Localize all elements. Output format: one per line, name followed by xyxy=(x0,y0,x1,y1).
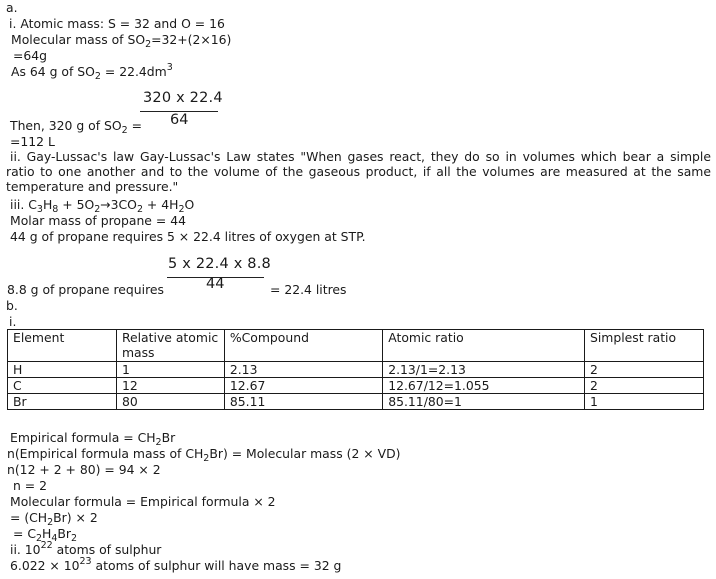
part-b-label: b. xyxy=(6,298,18,313)
part-b-i-label: i. xyxy=(9,314,17,329)
n-result: n = 2 xyxy=(13,478,47,493)
propane-result: = 22.4 litres xyxy=(270,282,347,297)
header-element: Element xyxy=(8,330,117,362)
molecular-formula-expansion: = $(CH_2Br) \times 2$ xyxy=(10,510,98,528)
fraction-2-denominator: 44 xyxy=(206,276,225,292)
header-relative-atomic-mass: Relative atomic mass xyxy=(116,330,224,362)
final-formula: = $C_2H_4Br_2$ xyxy=(13,526,78,544)
cell-atomic-mass: 80 xyxy=(116,394,224,410)
cell-atomic-ratio: 12.67/12=1.055 xyxy=(383,378,585,394)
result-112l: =112 L xyxy=(10,134,55,149)
n-calculation-line: n(12 + 2 + 80) = 94 × 2 xyxy=(7,462,161,477)
oxygen-requirement-line: 44 g of propane requires 5 × 22.4 litres of oxygen at STP. xyxy=(10,229,366,244)
cell-element: H xyxy=(8,362,117,378)
molecular-formula-line: Molecular formula = Empirical formula × 2 xyxy=(10,494,276,509)
molar-mass-propane: Molar mass of propane = 44 xyxy=(10,213,186,228)
cell-simplest-ratio: 2 xyxy=(584,362,703,378)
avogadro-line: $6.022 \times 10^{23}$ atoms of sulphur will have mass = 32 g xyxy=(10,556,342,573)
fraction-1-numerator: 320 x 22.4 xyxy=(143,90,223,106)
element-ratio-table xyxy=(7,329,704,410)
then-line: Then, 320 g of $SO_2$ = xyxy=(10,118,143,136)
cell-atomic-ratio: 2.13/1=2.13 xyxy=(383,362,585,378)
result-64g: =64g xyxy=(13,48,48,63)
n-equation-line: n(Empirical formula mass of $CH_2Br$) = Molecular mass (2 × VD) xyxy=(7,446,401,464)
molecular-mass-line: Molecular mass of $SO_2=32+(2\times 16)$ xyxy=(11,32,232,50)
gay-lussac-paragraph: ii. Gay-Lussac's law Gay-Lussac's Law states "When gases react, they do so in volumes which bear a simple ratio to one another and to the volume of the gaseous product, if all the volumes are measured at the same temperature and pressure." xyxy=(6,149,711,194)
cell-simplest-ratio: 1 xyxy=(584,394,703,410)
cell-element: C xyxy=(8,378,117,394)
cell-percent: 12.67 xyxy=(224,378,382,394)
fraction-1-denominator: 64 xyxy=(170,112,189,128)
header-atomic-ratio: Atomic ratio xyxy=(383,330,585,362)
atomic-mass-line: i. Atomic mass: S = 32 and O = 16 xyxy=(9,16,225,31)
table-row xyxy=(8,394,704,410)
header-percent-compound: %Compound xyxy=(224,330,382,362)
table-row xyxy=(8,362,704,378)
cell-percent: 2.13 xyxy=(224,362,382,378)
cell-simplest-ratio: 2 xyxy=(584,378,703,394)
empirical-formula-line: Empirical formula = $CH_2Br$ xyxy=(10,430,176,448)
cell-atomic-mass: 1 xyxy=(116,362,224,378)
propane-requirement-line: 8.8 g of propane requires xyxy=(7,282,164,297)
cell-atomic-ratio: 85.11/80=1 xyxy=(383,394,585,410)
sulphur-atoms-line: ii. $10^{22}$ atoms of sulphur xyxy=(10,540,162,557)
cell-element: Br xyxy=(8,394,117,410)
combustion-equation: iii. $C_3H_8 + 5O_2\to 3CO_2 + 4H_2O$ xyxy=(10,197,195,215)
molar-volume-line: As 64 g of $SO_2 = 22.4dm^3$ xyxy=(11,62,173,82)
table-header-row xyxy=(8,330,704,362)
cell-atomic-mass: 12 xyxy=(116,378,224,394)
fraction-2-numerator: 5 x 22.4 x 8.8 xyxy=(168,256,271,272)
part-a-label: a. xyxy=(6,0,18,15)
cell-percent: 85.11 xyxy=(224,394,382,410)
header-simplest-ratio: Simplest ratio xyxy=(584,330,703,362)
table-row xyxy=(8,378,704,394)
